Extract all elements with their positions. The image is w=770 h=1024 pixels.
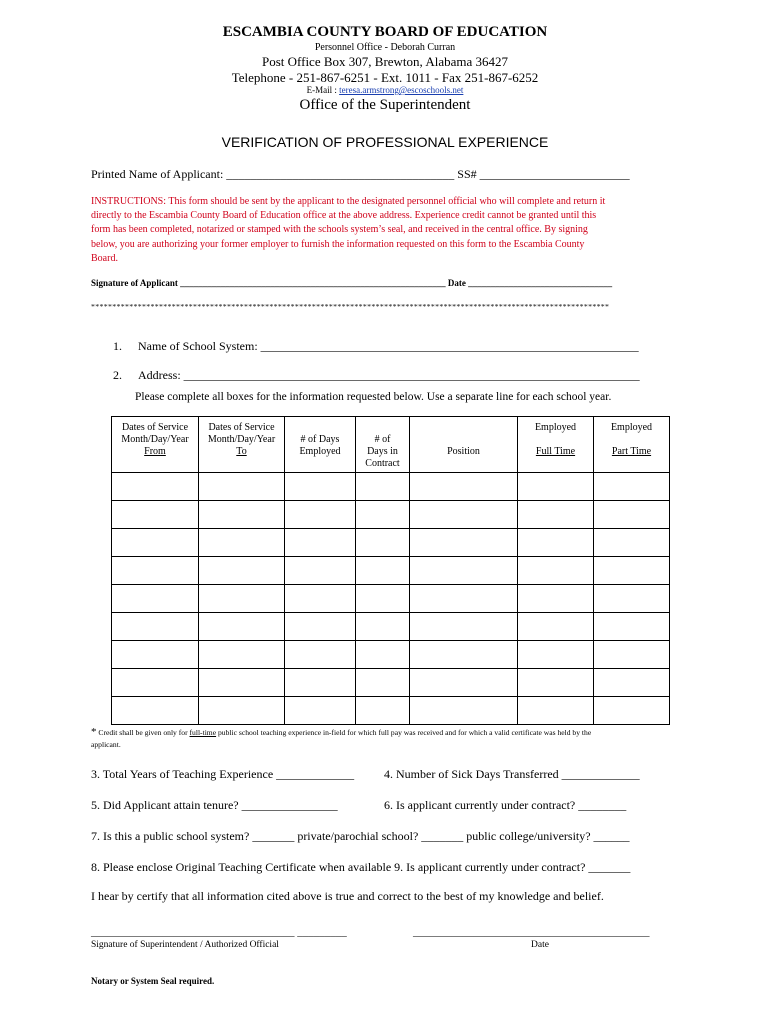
phone-line: Telephone - 251-867-6251 - Ext. 1011 - Fax 251-867-6252: [231, 70, 539, 85]
table-cell[interactable]: [594, 697, 670, 725]
table-cell[interactable]: [285, 501, 356, 529]
separator-asterisks: **************************************************************************************************************************: [91, 302, 610, 311]
table-row: [112, 613, 670, 641]
table-cell[interactable]: [285, 641, 356, 669]
table-cell[interactable]: [518, 557, 594, 585]
col-label: Position: [447, 446, 480, 457]
col-dates-to: [199, 417, 285, 473]
table-cell[interactable]: [410, 585, 518, 613]
table-cell[interactable]: [199, 557, 285, 585]
col-label: Part Time: [611, 446, 652, 457]
col-label: Employed: [299, 446, 341, 457]
table-cell[interactable]: [518, 697, 594, 725]
col-full-time: [518, 417, 594, 473]
instructions-line: Board.: [91, 252, 118, 264]
table-cell[interactable]: [112, 557, 199, 585]
table-row: [112, 501, 670, 529]
table-cell[interactable]: [285, 697, 356, 725]
col-label: Month/Day/Year: [121, 434, 189, 445]
table-cell[interactable]: [356, 529, 410, 557]
q4-sick-days[interactable]: 4. Number of Sick Days Transferred _____________: [384, 767, 640, 781]
col-label: From: [144, 446, 166, 457]
col-days-employed: [285, 417, 356, 473]
email-link[interactable]: teresa.armstrong@escoschools.net: [339, 85, 464, 95]
table-cell[interactable]: [594, 501, 670, 529]
footnote-underlined: full-time: [189, 728, 217, 737]
q7-school-type[interactable]: 7. Is this a public school system? _______ private/parochial school? _______ public college/university? ______: [91, 829, 630, 843]
footnote-text: Credit shall be given only for: [96, 728, 190, 737]
table-cell[interactable]: [594, 557, 670, 585]
form-title: VERIFICATION OF PROFESSIONAL EXPERIENCE: [221, 134, 549, 150]
table-cell[interactable]: [594, 669, 670, 697]
table-cell[interactable]: [112, 641, 199, 669]
q3-total-years[interactable]: 3. Total Years of Teaching Experience _____________: [91, 767, 355, 781]
table-cell[interactable]: [410, 669, 518, 697]
table-cell[interactable]: [356, 501, 410, 529]
org-title: ESCAMBIA COUNTY BOARD OF EDUCATION: [222, 24, 548, 40]
col-position: [410, 417, 518, 473]
table-cell[interactable]: [518, 669, 594, 697]
instructions-label: INSTRUCTIONS: [91, 196, 164, 207]
table-row: [112, 697, 670, 725]
col-label: Dates of Service: [208, 422, 275, 433]
table-cell[interactable]: [594, 641, 670, 669]
table-cell[interactable]: [410, 501, 518, 529]
instructions-line: directly to the Escambia County Board of Education office at the above address. Experience credit cannot be granted until this: [91, 210, 597, 222]
table-header-row: [112, 417, 670, 473]
table-instruction: Please complete all boxes for the information requested below. Use a separate line for each school year.: [135, 391, 612, 403]
table-cell[interactable]: [356, 473, 410, 501]
table-cell[interactable]: [112, 529, 199, 557]
table-cell[interactable]: [410, 473, 518, 501]
superintendent-signature-line[interactable]: _____________________________________ _________: [91, 926, 347, 938]
school-system-field[interactable]: Name of School System: _______________________________________________________________: [138, 339, 639, 353]
q5-tenure[interactable]: 5. Did Applicant attain tenure? ________________: [91, 798, 338, 812]
table-cell[interactable]: [518, 529, 594, 557]
table-cell[interactable]: [356, 613, 410, 641]
col-label: Employed: [534, 422, 577, 433]
table-cell[interactable]: [285, 529, 356, 557]
table-cell[interactable]: [199, 529, 285, 557]
table-cell[interactable]: [518, 613, 594, 641]
table-cell[interactable]: [410, 641, 518, 669]
table-cell[interactable]: [410, 557, 518, 585]
table-cell[interactable]: [285, 473, 356, 501]
office-line: Personnel Office - Deborah Curran: [314, 42, 456, 53]
col-label: # of: [374, 434, 391, 445]
table-cell[interactable]: [199, 697, 285, 725]
table-cell[interactable]: [199, 585, 285, 613]
date-signature-line[interactable]: ___________________________________________: [413, 926, 650, 938]
table-cell[interactable]: [356, 697, 410, 725]
q6-under-contract[interactable]: 6. Is applicant currently under contract? ________: [384, 798, 627, 812]
footnote-text: public school teaching experience in-field for which full pay was received and for which a valid certificate was held by the: [216, 728, 592, 737]
col-dates-from: [112, 417, 199, 473]
email-line: [0, 85, 770, 95]
table-cell[interactable]: [112, 473, 199, 501]
col-label: Days in: [367, 446, 398, 457]
table-cell[interactable]: [199, 501, 285, 529]
table-cell[interactable]: [518, 585, 594, 613]
table-cell[interactable]: [410, 613, 518, 641]
signature-label: Signature of Superintendent / Authorized Official: [91, 940, 279, 950]
certify-statement: I hear by certify that all information cited above is true and correct to the best of my knowledge and belief.: [91, 889, 604, 903]
printed-name-line[interactable]: Printed Name of Applicant: ______________________________________ SS# _________________________: [91, 167, 630, 181]
item-number: 1.: [113, 339, 122, 353]
col-label: Employed: [610, 422, 653, 433]
table-cell[interactable]: [356, 585, 410, 613]
table-cell[interactable]: [356, 641, 410, 669]
table-cell[interactable]: [112, 585, 199, 613]
footnote-text: applicant.: [91, 740, 121, 749]
table-cell[interactable]: [112, 613, 199, 641]
table-row: [112, 669, 670, 697]
col-label: Dates of Service: [121, 422, 189, 433]
q8-q9-line[interactable]: 8. Please enclose Original Teaching Certificate when available 9. Is applicant currently under contract? _______: [91, 860, 631, 874]
table-cell[interactable]: [594, 529, 670, 557]
table-row: [112, 529, 670, 557]
instructions-block: [91, 195, 605, 266]
table-cell[interactable]: [199, 473, 285, 501]
table-cell[interactable]: [285, 613, 356, 641]
instructions-line: form has been completed, notarized or stamped with the schools system’s seal, and received in the central office. By signing: [91, 224, 588, 236]
service-table: [111, 416, 670, 725]
col-label: # of Days: [300, 434, 340, 445]
table-row: [112, 585, 670, 613]
col-part-time: [594, 417, 670, 473]
table-cell[interactable]: [594, 585, 670, 613]
col-label: To: [236, 446, 247, 457]
table-row: [112, 641, 670, 669]
footnote: [91, 726, 591, 751]
table-cell[interactable]: [285, 669, 356, 697]
table-cell[interactable]: [285, 557, 356, 585]
table-cell[interactable]: [518, 641, 594, 669]
table-cell[interactable]: [199, 613, 285, 641]
table-cell[interactable]: [112, 697, 199, 725]
table-row: [112, 557, 670, 585]
address-line: Post Office Box 307, Brewton, Alabama 36427: [261, 54, 508, 69]
address-field[interactable]: Address: ____________________________________________________________________________: [138, 368, 640, 382]
col-label: Full Time: [535, 446, 576, 457]
col-days-in-contract: [356, 417, 410, 473]
table-cell[interactable]: [199, 641, 285, 669]
table-row: [112, 473, 670, 501]
table-cell[interactable]: [356, 669, 410, 697]
col-label: Month/Day/Year: [207, 434, 276, 445]
col-label: Contract: [365, 458, 400, 469]
table-cell[interactable]: [518, 501, 594, 529]
instructions-line: below, you are authorizing your former employer to furnish the information requested on this form to the Escambia County: [91, 238, 585, 250]
table-cell[interactable]: [356, 557, 410, 585]
footnote-star: *: [91, 726, 97, 738]
notary-note: Notary or System Seal required.: [91, 976, 215, 986]
applicant-signature-line[interactable]: Signature of Applicant ___________________________________________________________ Date ________________________________: [91, 278, 613, 288]
item-number: 2.: [113, 368, 122, 382]
table-cell[interactable]: [112, 669, 199, 697]
table-cell[interactable]: [410, 697, 518, 725]
table-cell[interactable]: [518, 473, 594, 501]
table-cell[interactable]: [112, 501, 199, 529]
table-cell[interactable]: [594, 613, 670, 641]
table-cell[interactable]: [410, 529, 518, 557]
instructions-line: : This form should be sent by the applicant to the designated personnel official who will complete and return it: [163, 196, 606, 207]
table-cell[interactable]: [594, 473, 670, 501]
table-cell[interactable]: [285, 585, 356, 613]
email-label: E-Mail :: [306, 85, 340, 95]
office-of-superintendent: Office of the Superintendent: [299, 97, 471, 113]
date-label: Date: [531, 940, 549, 950]
table-cell[interactable]: [199, 669, 285, 697]
